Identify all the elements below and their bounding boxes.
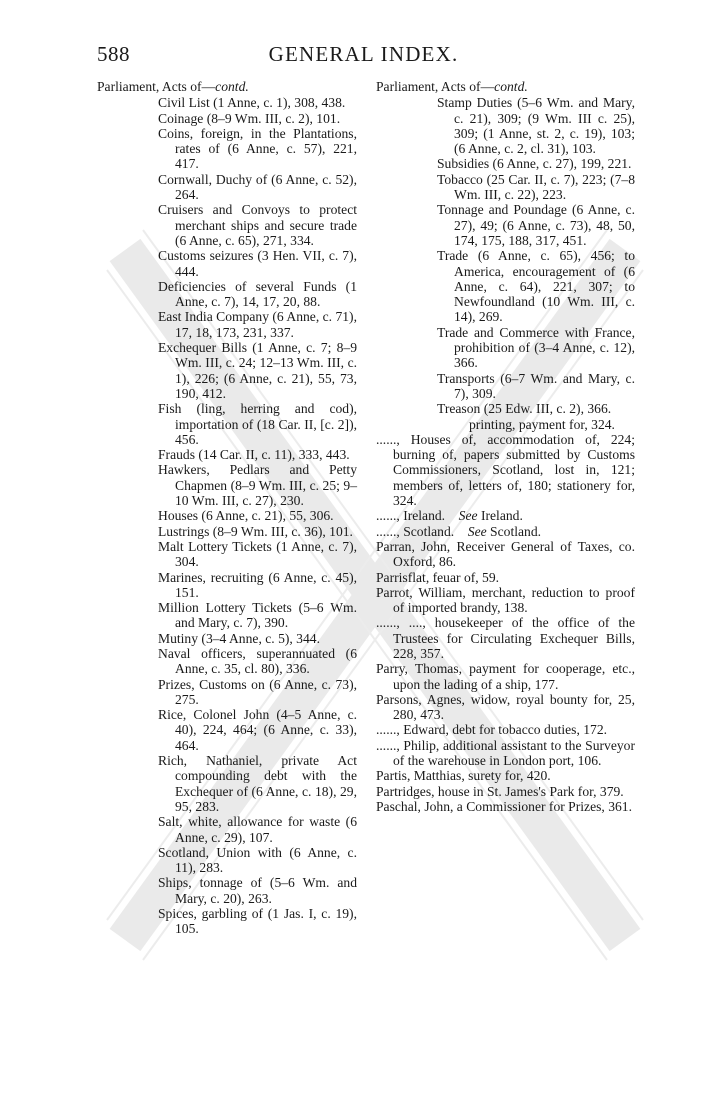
index-entry: ......, Edward, debt for tobacco duties, 172. — [376, 722, 608, 738]
index-subentry: Trade and Commerce with France, prohibition of (3–4 Anne, c. 12), 366. — [437, 324, 635, 371]
index-subentry: East India Company (6 Anne, c. 71), 17, 18, 173, 231, 337. — [158, 309, 357, 340]
index-subentry: Malt Lottery Tickets (1 Anne, c. 7), 304. — [158, 538, 357, 570]
see-target: Scotland. — [490, 523, 542, 539]
index-entry: Partis, Matthias, surety for, 420. — [376, 768, 551, 784]
index-subentry: Exchequer Bills (1 Anne, c. 7; 8–9 Wm. III, c. 24; 12–13 Wm. III, c. 1), 226; (6 Anne, c. 21), 55, 73, 190, 412. — [158, 340, 357, 401]
index-subentry: Lustrings (8–9 Wm. III, c. 36), 101. — [158, 523, 353, 539]
index-subentry: Houses (6 Anne, c. 21), 55, 306. — [158, 508, 334, 524]
index-subentry: Cruisers and Convoys to protect merchant ships and secure trade (6 Anne, c. 65), 271, 334. — [158, 202, 357, 248]
index-subentry: Customs seizures (3 Hen. VII, c. 7), 444. — [158, 248, 357, 279]
index-entry: ......, Philip, additional assistant to the Surveyor of the warehouse in London port, 106. — [376, 737, 635, 769]
index-subentry: Coins, foreign, in the Plantations, rates of (6 Anne, c. 57), 221, 417. — [158, 125, 357, 172]
index-subentry: Frauds (14 Car. II, c. 11), 333, 443. — [158, 447, 350, 463]
index-subentry: Stamp Duties (5–6 Wm. and Mary, c. 21), 309; (9 Wm. III c. 25), 309; (1 Anne, st. 2, c. 19), 103; (6 Anne, c. 2, cl. 31), 103. — [437, 95, 635, 157]
index-subentry: Coinage (8–9 Wm. III, c. 2), 101. — [158, 110, 341, 126]
page-number: 588 — [97, 42, 130, 66]
index-subentry: Deficiencies of several Funds (1 Anne, c. 7), 14, 17, 20, 88. — [158, 278, 357, 310]
left-entries — [97, 95, 357, 936]
see-reference: See — [458, 508, 478, 524]
index-entry: Parran, John, Receiver General of Taxes, co. Oxford, 86. — [376, 538, 635, 570]
index-entry: Parrot, William, merchant, reduction to proof of imported brandy, 138. — [376, 584, 635, 616]
index-subentry: Trade (6 Anne, c. 65), 456; to America, encouragement of (6 Anne, c. 64), 221, 307; to Newfoundland (10 Wm. III, c. 14), 269. — [437, 248, 635, 325]
right-entries — [376, 95, 635, 416]
index-entry: ......, ...., housekeeper of the office of the Trustees for Circulating Exchequer Bills, 228, 357. — [376, 615, 635, 661]
right-column — [376, 79, 635, 814]
index-subentry: Scotland, Union with (6 Anne, c. 11), 283. — [158, 844, 357, 876]
index-entry: ......, Ireland. See Ireland. — [376, 508, 523, 524]
index-subentry: Naval officers, superannuated (6 Anne, c. 35, cl. 80), 336. — [158, 645, 357, 677]
index-subentry: printing, payment for, 324. — [469, 416, 615, 432]
index-subentry: Tobacco (25 Car. II, c. 7), 223; (7–8 Wm. III, c. 22), 223. — [437, 171, 635, 203]
index-subentry: Hawkers, Pedlars and Petty Chapmen (8–9 Wm. III, c. 25; 9–10 Wm. III, c. 27), 230. — [158, 462, 357, 509]
index-entry: Paschal, John, a Commissioner for Prizes, 361. — [376, 798, 632, 814]
index-subentry: Ships, tonnage of (5–6 Wm. and Mary, c. 20), 263. — [158, 875, 357, 906]
index-entry: Parsons, Agnes, widow, royal bounty for, 25, 280, 473. — [376, 691, 635, 723]
see-target: Ireland. — [480, 508, 523, 524]
see-reference: See — [467, 523, 487, 539]
index-subentry: Salt, white, allowance for waste (6 Anne, c. 29), 107. — [158, 814, 357, 845]
index-entry: ......, Scotland. See Scotland. — [376, 523, 542, 539]
index-subentry: Transports (6–7 Wm. and Mary, c. 7), 309. — [437, 370, 635, 401]
right-top-entries — [376, 432, 635, 814]
index-subentry: Rice, Colonel John (4–5 Anne, c. 40), 224, 464; (6 Anne, c. 33), 464. — [158, 707, 357, 753]
index-subentry: Civil List (1 Anne, c. 1), 308, 438. — [158, 95, 346, 111]
index-subentry: Rich, Nathaniel, private Act compounding debt with the Exchequer of (6 Anne, c. 18), 29, 95, 283. — [158, 753, 357, 814]
index-subentry: Prizes, Customs on (6 Anne, c. 73), 275. — [158, 676, 357, 707]
running-title: GENERAL INDEX. — [268, 42, 459, 66]
page-header — [0, 40, 727, 70]
index-entry: Parry, Thomas, payment for cooperage, etc., upon the lading of a ship, 177. — [376, 661, 635, 692]
index-subentry: Tonnage and Poundage (6 Anne, c. 27), 49; (6 Anne, c. 73), 48, 50, 174, 175, 188, 317, 451. — [437, 202, 635, 248]
index-subentry: Cornwall, Duchy of (6 Anne, c. 52), 264. — [158, 171, 357, 203]
column-heading: Parliament, Acts of—contd. — [376, 79, 528, 94]
column-heading: Parliament, Acts of—contd. — [97, 79, 249, 94]
index-subentry: Subsidies (6 Anne, c. 27), 199, 221. — [437, 156, 632, 172]
index-subentry: Treason (25 Edw. III, c. 2), 366. — [437, 401, 612, 417]
index-entry: Parrisflat, feuar of, 59. — [376, 569, 500, 585]
index-subentry: Million Lottery Tickets (5–6 Wm. and Mary, c. 7), 390. — [158, 600, 357, 631]
left-column — [97, 79, 357, 937]
index-subentry: Spices, garbling of (1 Jas. I, c. 19), 105. — [158, 906, 357, 937]
index-entry: ......, Houses of, accommodation of, 224; burning of, papers submitted by Customs Commissioners, Scotland, lost in, 121; members of, letters of, 180; stationery for, 324. — [376, 431, 635, 509]
index-subentry: Marines, recruiting (6 Anne, c. 45), 151. — [158, 569, 357, 600]
index-subentry: Mutiny (3–4 Anne, c. 5), 344. — [158, 630, 320, 646]
index-subentry: Fish (ling, herring and cod), importation of (18 Car. II, [c. 2]), 456. — [158, 401, 357, 447]
index-entry: Partridges, house in St. James's Park for, 379. — [376, 783, 624, 799]
